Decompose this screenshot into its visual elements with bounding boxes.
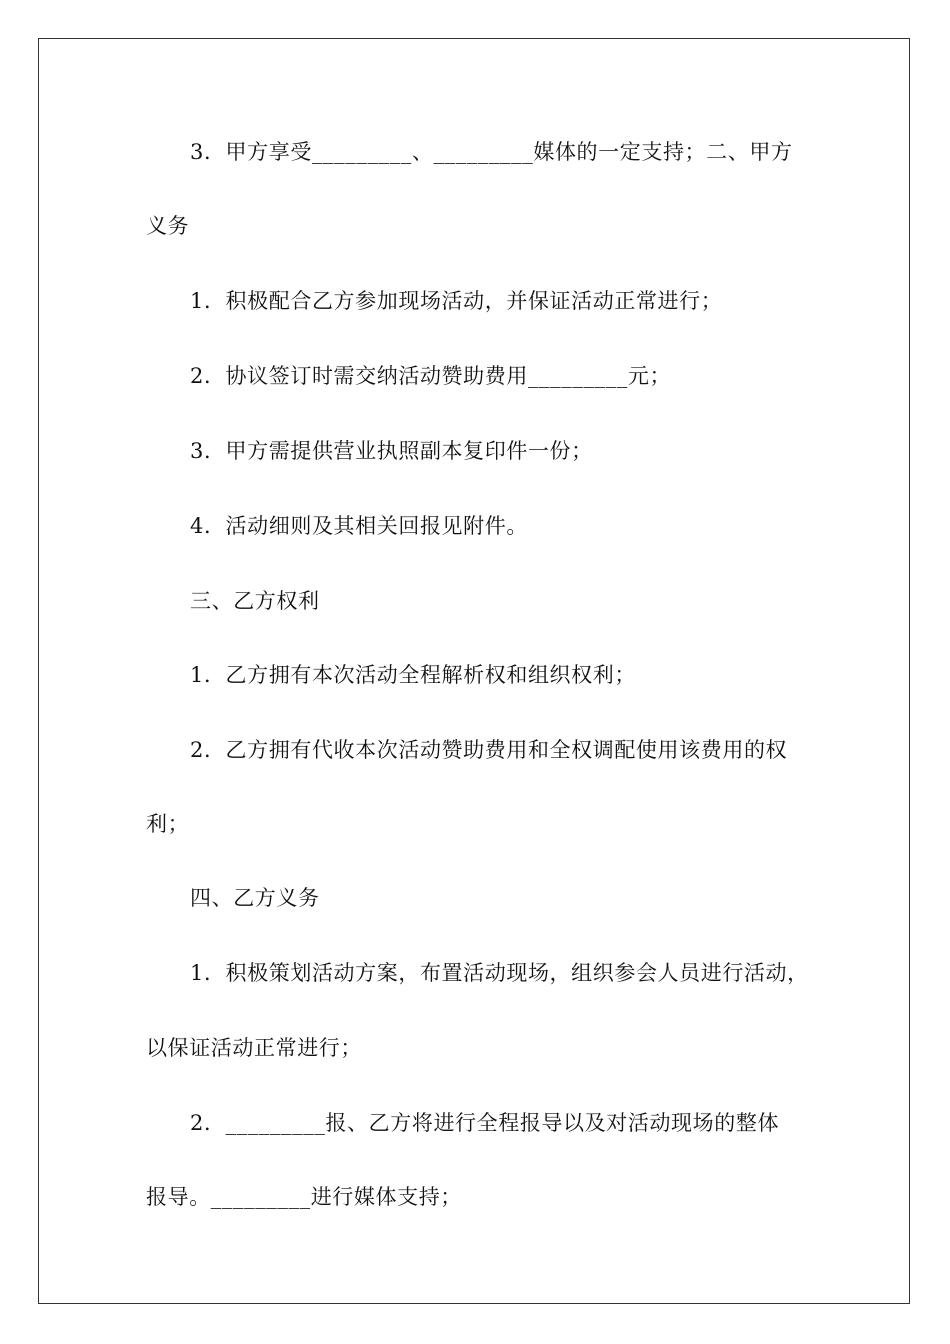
text-line: 2．_________报、乙方将进行全程报导以及对活动现场的整体 xyxy=(190,1111,780,1135)
text-line: 2．乙方拥有代收本次活动赞助费用和全权调配使用该费用的权 xyxy=(190,738,788,762)
section-heading: 四、乙方义务 xyxy=(190,886,320,910)
text-line: 2．协议签订时需交纳活动赞助费用_________元； xyxy=(190,364,672,388)
section-heading: 三、乙方权利 xyxy=(190,589,320,613)
text-line: 报导。_________进行媒体支持； xyxy=(146,1185,462,1209)
text-line: 以保证活动正常进行； xyxy=(146,1036,362,1060)
text-line: 4．活动细则及其相关回报见附件。 xyxy=(190,514,528,538)
text-line: 1．积极配合乙方参加现场活动，并保证活动正常进行； xyxy=(190,289,723,313)
text-line: 3．甲方享受_________、_________媒体的一定支持；二、甲方 xyxy=(190,140,793,164)
text-line: 1．乙方拥有本次活动全程解析权和组织权利； xyxy=(190,663,636,687)
text-line: 3．甲方需提供营业执照副本复印件一份； xyxy=(190,439,593,463)
text-line: 义务 xyxy=(146,214,190,238)
text-line: 利； xyxy=(146,812,190,836)
text-line: 1．积极策划活动方案，布置活动现场，组织参会人员进行活动， xyxy=(190,961,809,985)
